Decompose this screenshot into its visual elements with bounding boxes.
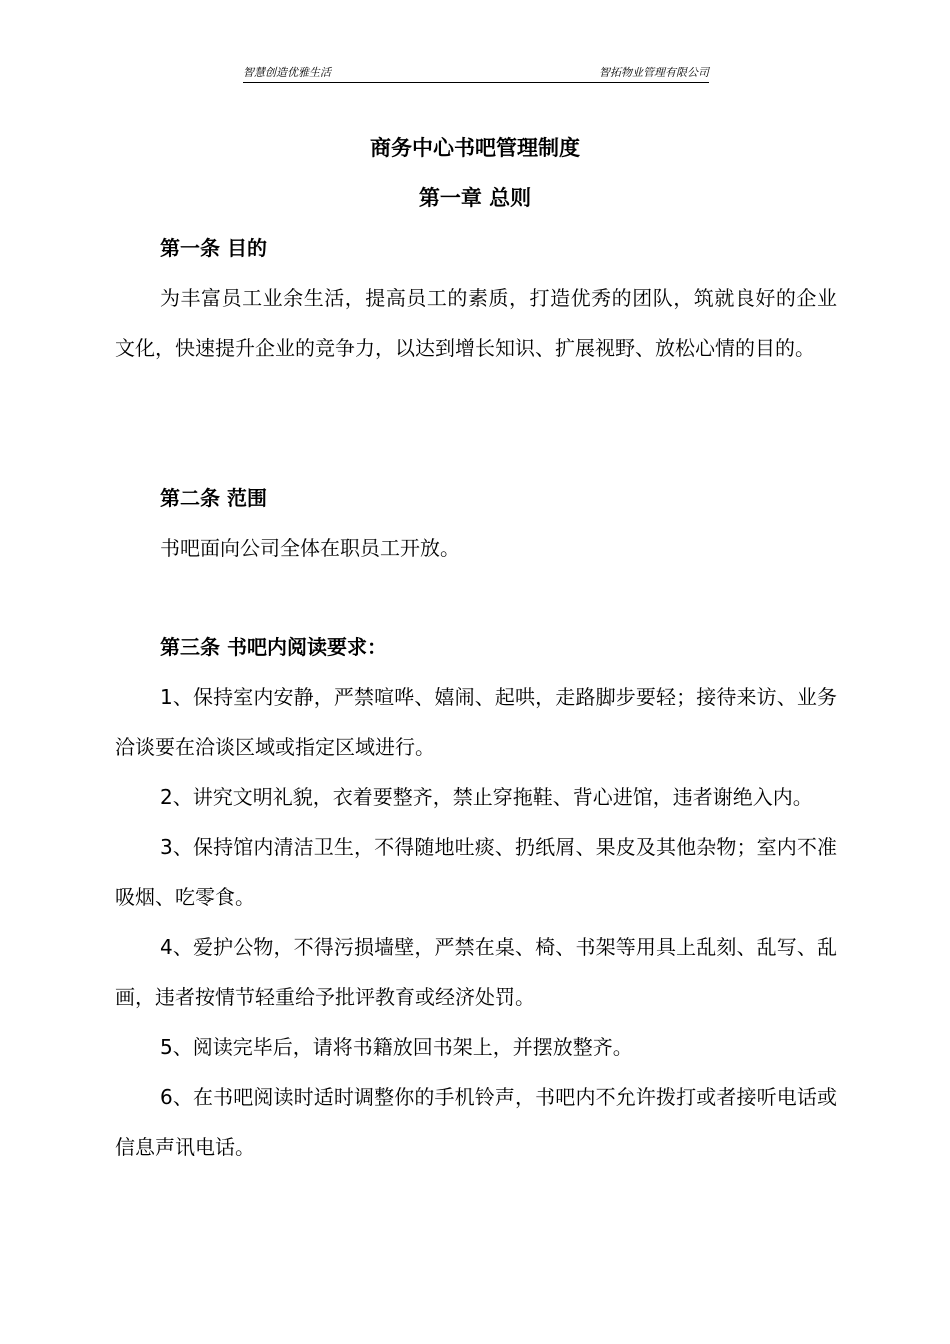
article-3-heading: 第三条 书吧内阅读要求： (160, 635, 387, 659)
article-2 (115, 473, 837, 573)
list-item: 2、讲究文明礼貌，衣着要整齐，禁止穿拖鞋、背心进馆，违者谢绝入内。 (160, 785, 813, 809)
article-1 (115, 223, 837, 373)
list-item: 4、爱护公物，不得污损墙壁，严禁在桌、椅、书架等用具上乱刻、乱写、乱画，违者按情节轻重给予批评教育或经济处罚。 (115, 935, 837, 1009)
article-1-body: 为丰富员工业余生活，提高员工的素质，打造优秀的团队，筑就良好的企业文化，快速提升企业的竞争力，以达到增长知识、扩展视野、放松心情的目的。 (115, 286, 837, 360)
article-1-heading: 第一条 目的 (160, 236, 267, 260)
list-item: 6、在书吧阅读时适时调整你的手机铃声，书吧内不允许拨打或者接听电话或信息声讯电话。 (115, 1085, 837, 1159)
header-slogan: 智慧创造优雅生活 (243, 66, 331, 79)
list-item: 1、保持室内安静，严禁喧哗、嬉闹、起哄，走路脚步要轻；接待来访、业务洽谈要在洽谈区域或指定区域进行。 (115, 685, 837, 759)
article-2-heading: 第二条 范围 (160, 486, 267, 510)
page-header (243, 66, 709, 83)
chapter-title: 第一章 总则 (418, 186, 532, 210)
list-item: 3、保持馆内清洁卫生，不得随地吐痰、扔纸屑、果皮及其他杂物；室内不准吸烟、吃零食。 (115, 835, 837, 909)
article-2-body: 书吧面向公司全体在职员工开放。 (160, 536, 460, 560)
document-title: 商务中心书吧管理制度 (370, 136, 580, 160)
article-3 (115, 622, 837, 1172)
list-item: 5、阅读完毕后，请将书籍放回书架上，并摆放整齐。 (160, 1035, 633, 1059)
header-company: 智拓物业管理有限公司 (599, 66, 709, 79)
